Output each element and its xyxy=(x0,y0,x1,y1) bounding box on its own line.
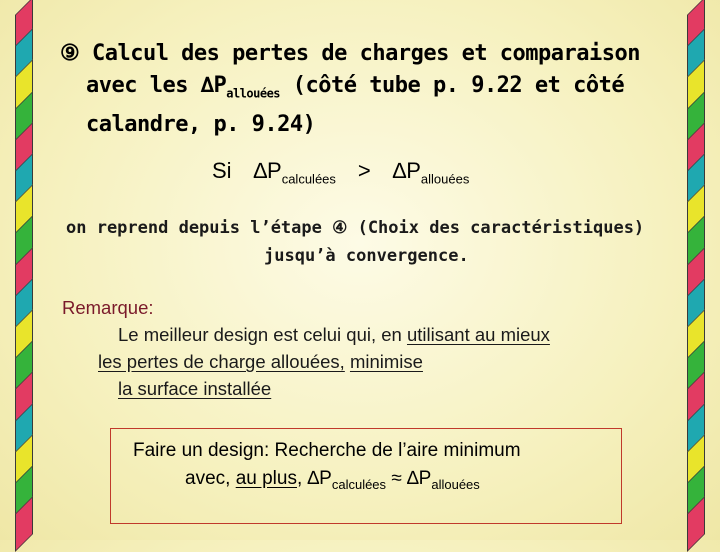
delta-p-calculees-box: , ∆P xyxy=(296,468,332,489)
design-goal-line-1: Faire un design: Recherche de l’aire minimum xyxy=(133,440,521,461)
minimise-underlined: minimise xyxy=(349,351,423,372)
slide-heading xyxy=(60,38,660,141)
comparison-condition xyxy=(212,158,469,186)
delta-p-calculees: ∆P xyxy=(253,158,282,183)
delta-p-allouees-box: ∆P xyxy=(407,468,432,489)
restart-line-1: on reprend depuis l’étape ④ (Choix des caractéristiques) xyxy=(66,218,645,238)
surface-installee-underlined: la surface installée xyxy=(118,378,272,399)
remark-line-2 xyxy=(62,348,662,375)
remark-line-1-text: Le meilleur design est celui qui, en xyxy=(118,324,407,345)
heading-line-2-suffix: (côté tube p. 9.22 et côté xyxy=(280,73,625,98)
avec-text: avec, xyxy=(185,468,236,489)
calculees-subscript-box: calculées xyxy=(331,476,387,492)
approx-symbol: ≈ xyxy=(386,468,408,489)
heading-line-1: ⑨ Calcul des pertes de charges et comparaison xyxy=(60,41,641,66)
pertes-allouees-underlined: les pertes de charge allouées, xyxy=(98,351,345,372)
design-goal-box xyxy=(110,428,622,524)
left-decorative-border xyxy=(4,0,44,540)
remark-title: Remarque: xyxy=(62,297,154,318)
utilisant-au-mieux-underlined: utilisant au mieux xyxy=(406,324,550,345)
delta-p-symbol: ∆P xyxy=(200,73,227,98)
allouees-subscript-2: allouées xyxy=(420,171,470,187)
calculees-subscript: calculées xyxy=(281,171,336,187)
delta-p-allouees: ∆P xyxy=(392,158,421,183)
design-goal-line-2 xyxy=(185,465,480,499)
heading-line-2 xyxy=(60,70,660,109)
heading-line-3: calandre, p. 9.24) xyxy=(86,112,316,138)
au-plus-underlined: au plus xyxy=(235,468,297,489)
remark-block xyxy=(62,294,662,402)
restart-line-2: jusqu’à convergence. xyxy=(264,246,469,266)
remark-line-3 xyxy=(62,375,662,402)
heading-line-2-prefix: avec les xyxy=(86,73,201,98)
greater-than-symbol: > xyxy=(357,158,371,183)
allouees-subscript-box: allouées xyxy=(431,476,480,492)
restart-instruction xyxy=(66,214,666,270)
allouees-subscript: allouées xyxy=(226,86,281,101)
right-decorative-border xyxy=(676,0,716,540)
si-label: Si xyxy=(212,158,232,183)
remark-line-1 xyxy=(62,321,662,348)
